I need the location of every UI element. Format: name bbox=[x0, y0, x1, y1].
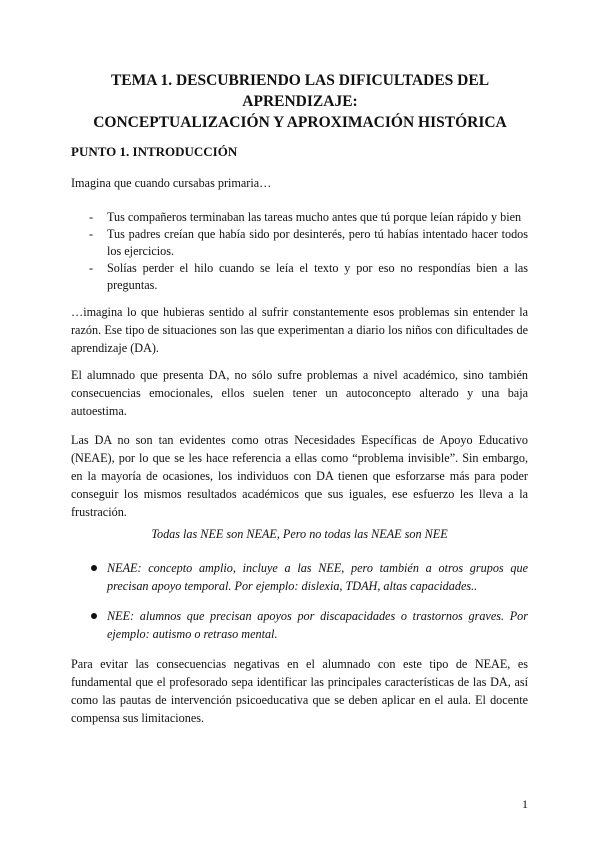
title-line-2: CONCEPTUALIZACIÓN Y APROXIMACIÓN HISTÓRICA bbox=[93, 114, 507, 131]
page-number: 1 bbox=[522, 797, 528, 811]
paragraph-3: Las DA no son tan evidentes como otras Necesidades Específicas de Apoyo Educativo (NEAE), por lo que se les hace referencia a ellas como “problema invisible”. Sin embargo, en la mayoría de ocasiones, los individuos con DA tienen que esforzarse más para poder conseguir los mismos resultados académicos que sus iguales, ese esfuerzo les lleva a la frustración. bbox=[71, 433, 528, 519]
closing-paragraph: Para evitar las consecuencias negativas en el alumnado con este tipo de NEAE, es fundamental que el profesorado sepa identificar las principales características de las DA, así como las pautas de intervención psicoeducativa que se deben aplicar en el aula. El docente compensa sus limitaciones. bbox=[71, 657, 528, 725]
document-title bbox=[60, 70, 540, 133]
bullet-dot-icon bbox=[91, 613, 97, 619]
list-item: NEE: alumnos que precisan apoyos por discapacidades o trastornos graves. Por ejemplo: autismo o retraso mental. bbox=[71, 607, 528, 643]
bullet-dot-icon bbox=[91, 565, 97, 571]
list-item: - Tus compañeros terminaban las tareas mucho antes que tú porque leían rápido y bien bbox=[89, 210, 522, 224]
paragraph-1: …imagina lo que hubieras sentido al sufrir constantemente esos problemas sin entender la razón. Ese tipo de situaciones son las que experimentan a diario los niños con dificultades de aprendizaje (DA). bbox=[71, 305, 528, 355]
intro-paragraph: Imagina que cuando cursabas primaria… bbox=[71, 176, 272, 190]
dash-list bbox=[71, 209, 528, 294]
paragraph-2: El alumnado que presenta DA, no sólo sufre problemas a nivel académico, sino también consecuencias emocionales, ellos suelen tener un autoconcepto alterado y una baja autoestima. bbox=[71, 368, 528, 418]
bullet-item-neae bbox=[71, 559, 528, 595]
title-line-1: TEMA 1. DESCUBRIENDO LAS DIFICULTADES DEL APRENDIZAJE: bbox=[110, 72, 490, 110]
bullet-item-nee bbox=[71, 607, 528, 643]
list-item: NEAE: concepto amplio, incluye a las NEE, pero también a otros grupos que precisan apoyo temporal. Por ejemplo: dislexia, TDAH, altas capacidades.. bbox=[71, 559, 528, 595]
centered-statement: Todas las NEE son NEAE, Pero no todas las NEAE son NEE bbox=[151, 527, 448, 541]
list-item: - Solías perder el hilo cuando se leía el texto y por eso no respondías bien a las preguntas. bbox=[89, 261, 528, 292]
list-item: - Tus padres creían que había sido por desinterés, pero tú habías intentado hacer todos los ejercicios. bbox=[89, 227, 528, 258]
section-heading: PUNTO 1. INTRODUCCIÓN bbox=[71, 144, 238, 159]
